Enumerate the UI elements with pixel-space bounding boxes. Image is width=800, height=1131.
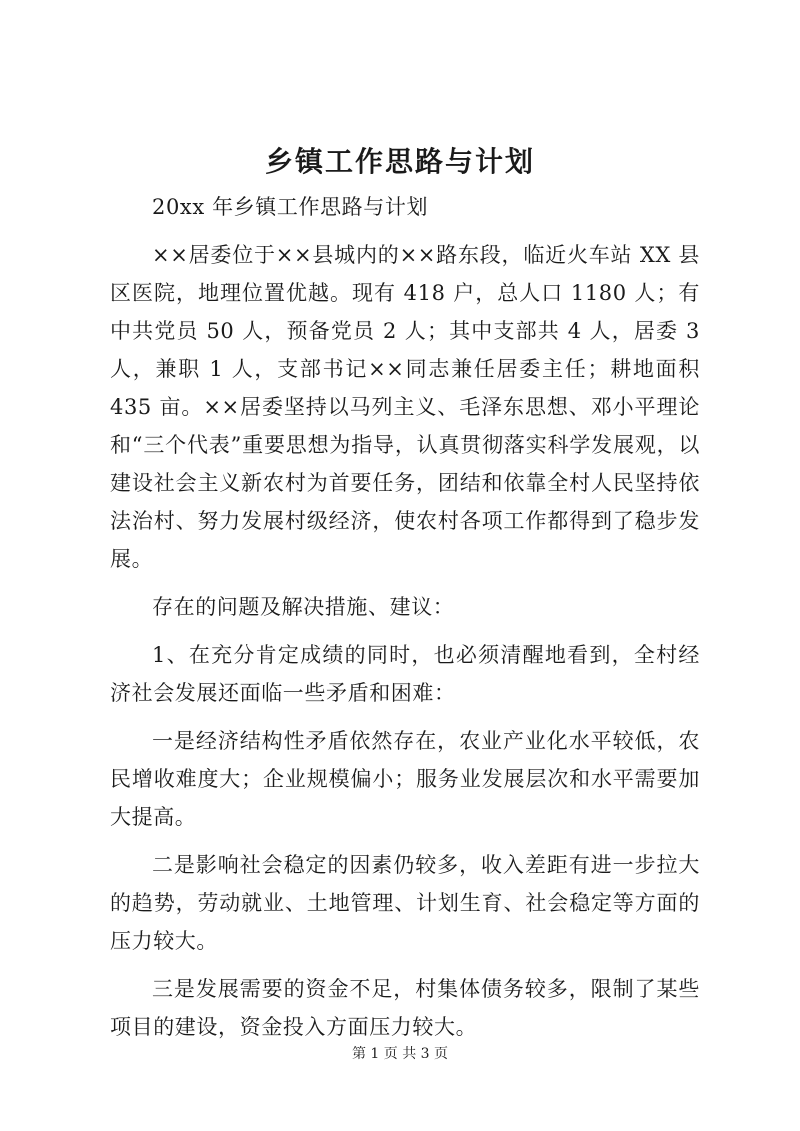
page-number-footer: 第 1 页 共 3 页: [351, 1046, 449, 1062]
paragraph-problem-one: 一是经济结构性矛盾依然存在，农业产业化水平较低，农民增收难度大；企业规模偏小；服务业发展层次和水平需要加大提高。: [110, 729, 700, 829]
document-body: [110, 188, 700, 1046]
paragraph-overview: ××居委位于××县城内的××路东段，临近火车站 XX 县区医院，地理位置优越。现有 418 户，总人口 1180 人；有中共党员 50 人，预备党员 2 人；其中支部共 4 人，居委 3 人，兼职 1 人，支部书记××同志兼任居委主任；耕地面积 435 亩。××居委坚持以马列主义、毛泽东思想、邓小平理论和“三个代表”重要思想为指导，认真贯彻落实科学发展观，以建设社会主义新农村为首要任务，团结和依靠全村人民坚持依法治村、努力发展村级经济，使农村各项工作都得到了稳步发展。: [110, 243, 700, 571]
document-title: 乡镇工作思路与计划: [264, 145, 535, 178]
document-subtitle: 20xx 年乡镇工作思路与计划: [152, 195, 429, 219]
paragraph-problems-heading: 存在的问题及解决措施、建议：: [152, 595, 455, 619]
paragraph-problem-two: 二是影响社会稳定的因素仍较多，收入差距有进一步拉大的趋势，劳动就业、土地管理、计划生育、社会稳定等方面的压力较大。: [110, 853, 700, 953]
paragraph-problem-three: 三是发展需要的资金不足，村集体债务较多，限制了某些项目的建设，资金投入方面压力较大。: [110, 977, 700, 1039]
paragraph-problem-intro: 1、在充分肯定成绩的同时，也必须清醒地看到，全村经济社会发展还面临一些矛盾和困难：: [110, 643, 700, 705]
